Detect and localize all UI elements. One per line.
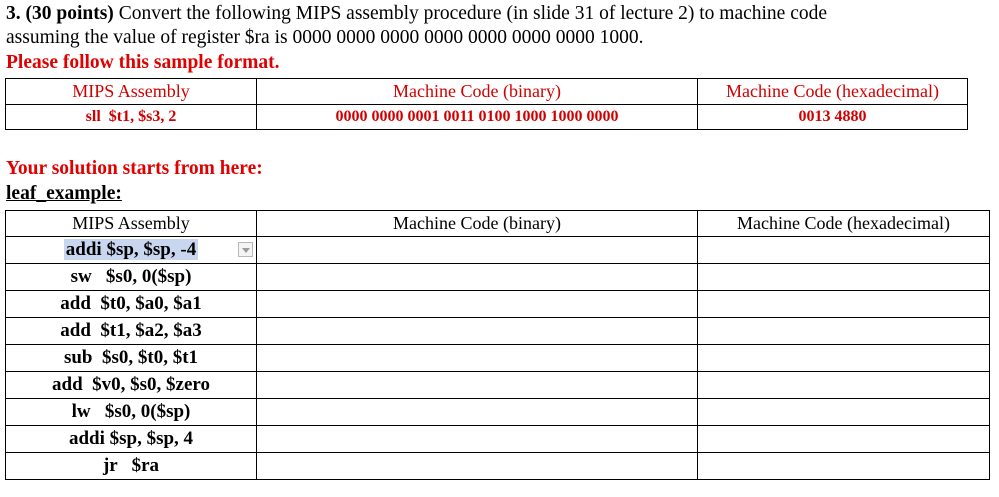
solution-header-row (6, 211, 990, 237)
mips-cell[interactable]: sub $s0, $t0, $t1 (6, 345, 257, 372)
hex-answer-cell[interactable] (698, 264, 990, 291)
sample-row (6, 105, 968, 130)
hex-answer-cell[interactable] (698, 291, 990, 318)
binary-answer-cell[interactable] (257, 264, 698, 291)
mips-cell[interactable]: sw $s0, 0($sp) (6, 264, 257, 291)
selected-instruction-text: addi $sp, $sp, -4 (65, 239, 197, 260)
sample-header-mips: MIPS Assembly (6, 79, 257, 105)
mips-cell[interactable]: jr $ra (6, 453, 257, 480)
table-row (6, 237, 990, 264)
hex-answer-cell[interactable] (698, 426, 990, 453)
table-row (6, 453, 990, 480)
sample-hex-cell: 0013 4880 (698, 105, 968, 130)
table-row (6, 264, 990, 291)
question-number: 3. (6, 3, 21, 24)
hex-answer-cell[interactable] (698, 453, 990, 480)
binary-answer-cell[interactable] (257, 426, 698, 453)
binary-answer-cell[interactable] (257, 237, 698, 264)
hex-answer-cell[interactable] (698, 318, 990, 345)
binary-answer-cell[interactable] (257, 318, 698, 345)
solution-table (5, 210, 990, 480)
binary-answer-cell[interactable] (257, 372, 698, 399)
binary-answer-cell[interactable] (257, 291, 698, 318)
mips-cell[interactable] (6, 237, 257, 264)
table-row (6, 318, 990, 345)
table-row (6, 399, 990, 426)
sample-mips-cell: sll $t1, $s3, 2 (6, 105, 257, 130)
question-line-1 (6, 3, 827, 25)
solution-header-binary: Machine Code (binary) (257, 211, 698, 237)
hex-answer-cell[interactable] (698, 372, 990, 399)
binary-answer-cell[interactable] (257, 345, 698, 372)
sample-binary-cell: 0000 0000 0001 0011 0100 1000 1000 0000 (257, 105, 698, 130)
table-row (6, 345, 990, 372)
question-line-2: assuming the value of register $ra is 0000 0000 0000 0000 0000 0000 0000 1000. (6, 27, 644, 48)
hex-answer-cell[interactable] (698, 237, 990, 264)
question-points: (30 points) (25, 3, 114, 24)
mips-cell[interactable]: lw $s0, 0($sp) (6, 399, 257, 426)
hex-answer-cell[interactable] (698, 399, 990, 426)
solution-header-hex: Machine Code (hexadecimal) (698, 211, 990, 237)
sample-header-binary: Machine Code (binary) (257, 79, 698, 105)
table-row (6, 426, 990, 453)
mips-cell[interactable]: add $v0, $s0, $zero (6, 372, 257, 399)
question-text: Convert the following MIPS assembly procedure (in slide 31 of lecture 2) to machine code (118, 3, 828, 24)
chevron-down-icon[interactable] (238, 242, 253, 257)
hex-answer-cell[interactable] (698, 345, 990, 372)
sample-header-row (6, 79, 968, 105)
sample-header-hex: Machine Code (hexadecimal) (698, 79, 968, 105)
mips-cell[interactable]: addi $sp, $sp, 4 (6, 426, 257, 453)
solution-heading: Your solution starts from here: (6, 158, 263, 179)
solution-header-mips: MIPS Assembly (6, 211, 257, 237)
table-row (6, 372, 990, 399)
procedure-label: leaf_example: (6, 183, 122, 204)
mips-cell[interactable]: add $t0, $a0, $a1 (6, 291, 257, 318)
binary-answer-cell[interactable] (257, 453, 698, 480)
sample-format-table (5, 78, 968, 130)
table-row (6, 291, 990, 318)
binary-answer-cell[interactable] (257, 399, 698, 426)
format-instruction: Please follow this sample format. (6, 52, 280, 73)
mips-cell[interactable]: add $t1, $a2, $a3 (6, 318, 257, 345)
